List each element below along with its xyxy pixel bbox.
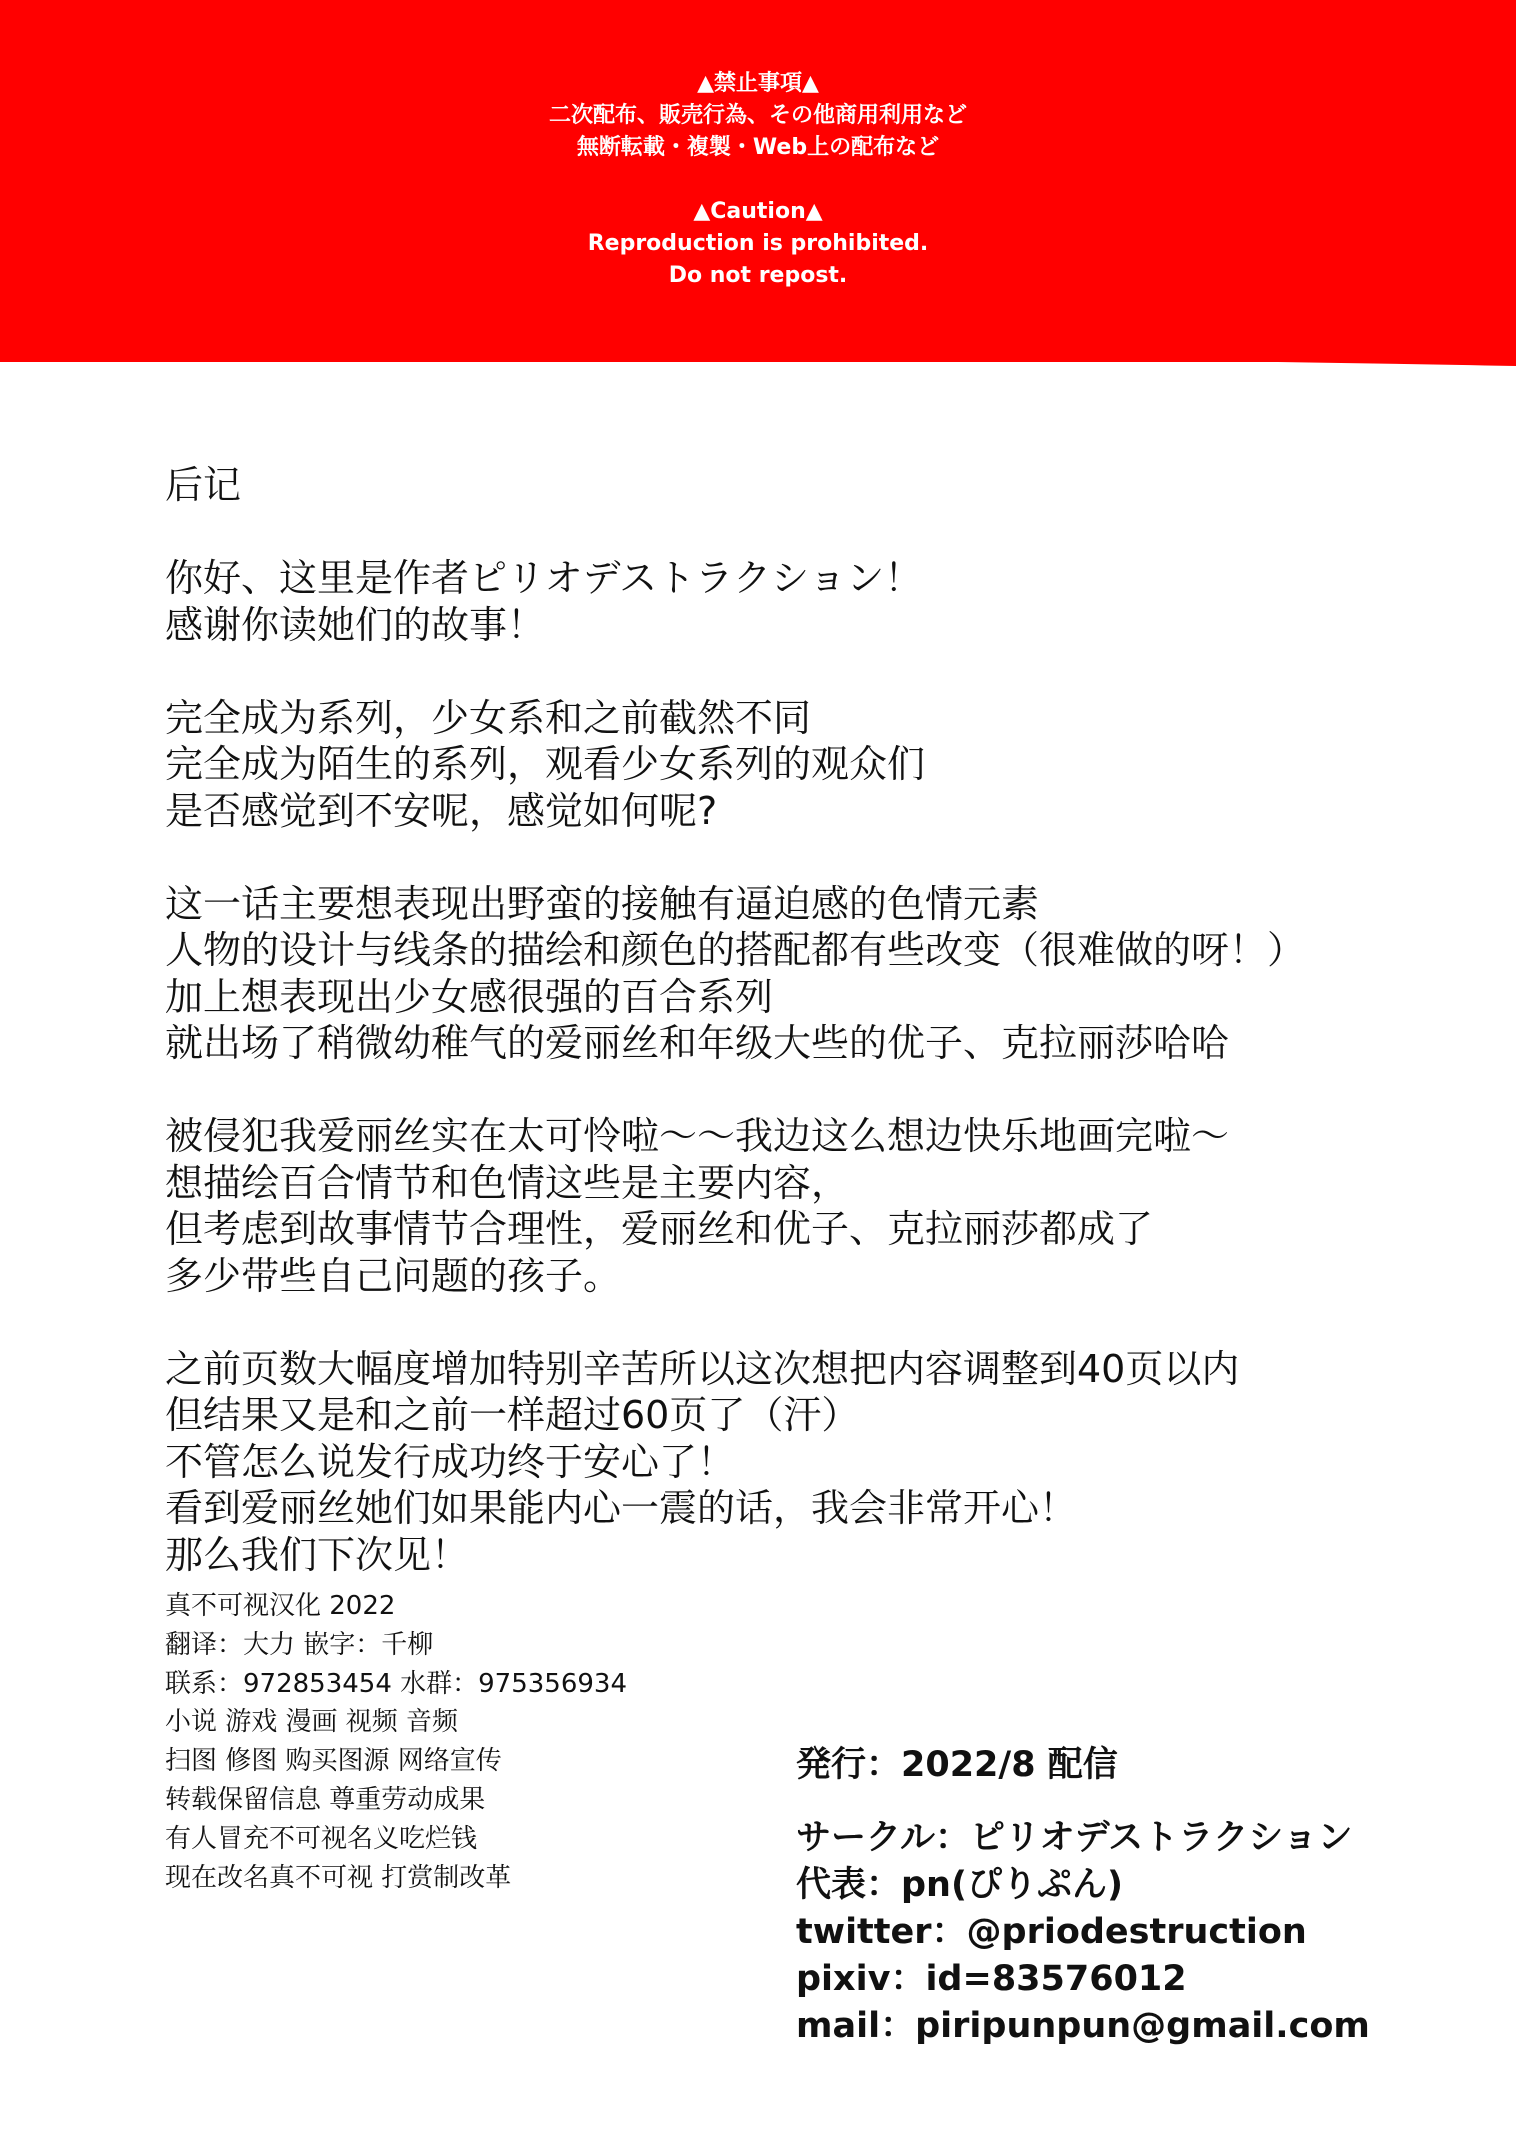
afterword — [165, 462, 1405, 1578]
contact-email: mail：piripunpun@gmail.com — [796, 2006, 1370, 2046]
afterword-line: 不管怎么说发行成功终于安心了！ — [165, 1439, 736, 1484]
banner-jp-line: 無断転載・複製・Web上の配布など — [576, 135, 940, 160]
banner-en-line: Do not repost. — [668, 263, 848, 288]
afterword-line: 就出场了稍微幼稚气的爱丽丝和年级大些的优子、克拉丽莎哈哈 — [165, 1021, 1230, 1065]
afterword-paragraph — [165, 881, 1405, 1067]
twitter-handle: twitter：@priodestruction — [796, 1912, 1307, 1952]
afterword-title: 后记 — [165, 463, 242, 507]
credits-line: 真不可视汉化 2022 — [165, 1591, 396, 1621]
afterword-line: 完全成为系列，少女系和之前截然不同 — [165, 695, 812, 740]
publisher-info — [796, 1741, 1370, 2050]
release-date: 発行：2022/8 配信 — [796, 1745, 1118, 1785]
afterword-line: 想描绘百合情节和色情这些是主要内容， — [165, 1160, 850, 1205]
circle-name: サークル：ピリオデストラクション — [796, 1818, 1353, 1858]
afterword-line: 那么我们下次见！ — [165, 1532, 470, 1577]
afterword-line: 看到爱丽丝她们如果能内心一震的话，我会非常开心！ — [165, 1486, 1078, 1530]
banner-en-heading: ▲Caution▲ — [693, 199, 823, 224]
credits-line: 有人冒充不可视名义吃烂钱 — [165, 1823, 478, 1854]
afterword-line: 被侵犯我爱丽丝实在太可怜啦～～我边这么想边快乐地画完啦～ — [165, 1114, 1230, 1158]
afterword-line: 之前页数大幅度增加特别辛苦所以这次想把内容调整到40页以内 — [165, 1346, 1240, 1391]
credits-line: 转载保留信息 尊重劳动成果 — [165, 1784, 486, 1815]
translation-credits — [165, 1587, 627, 1897]
credits-line: 小说 游戏 漫画 视频 音频 — [165, 1707, 459, 1738]
banner-en-line: Reproduction is prohibited. — [587, 231, 929, 256]
prohibition-notice-en — [0, 196, 1516, 292]
afterword-paragraph — [165, 1346, 1405, 1579]
credits-line: 现在改名真不可视 打赏制改革 — [165, 1862, 512, 1893]
afterword-line: 这一话主要想表现出野蛮的接触有逼迫感的色情元素 — [165, 881, 1040, 926]
afterword-paragraph — [165, 555, 1405, 648]
afterword-line: 多少带些自己问题的孩子。 — [165, 1253, 622, 1298]
banner-jp-heading: ▲禁止事項▲ — [697, 71, 819, 96]
pixiv-id: pixiv：id=83576012 — [796, 1959, 1187, 1999]
banner-wavy-edge — [0, 340, 1516, 380]
credits-line: 联系：972853454 水群：975356934 — [165, 1668, 628, 1699]
afterword-line: 加上想表现出少女感很强的百合系列 — [165, 974, 774, 1019]
afterword-line: 但考虑到故事情节合理性，爱丽丝和优子、克拉丽莎都成了 — [165, 1207, 1154, 1251]
afterword-line: 完全成为陌生的系列，观看少女系列的观众们 — [165, 742, 926, 786]
prohibition-banner — [0, 0, 1516, 362]
afterword-line: 感谢你读她们的故事！ — [165, 602, 546, 647]
afterword-line: 你好、这里是作者ピリオデストラクション！ — [165, 556, 923, 600]
prohibition-notice-jp — [0, 68, 1516, 164]
afterword-line: 但结果又是和之前一样超过60页了（汗） — [165, 1393, 860, 1437]
afterword-line: 人物的设计与线条的描绘和颜色的搭配都有些改变（很难做的呀！） — [165, 928, 1306, 972]
afterword-paragraph — [165, 695, 1405, 835]
credits-line: 扫图 修图 购买图源 网络宣传 — [165, 1746, 502, 1777]
banner-jp-line: 二次配布、販売行為、その他商用利用など — [548, 103, 967, 128]
representative: 代表：pn(ぴりぷん) — [796, 1865, 1123, 1905]
credits-line: 翻译：大力 嵌字：千柳 — [165, 1629, 434, 1660]
afterword-line: 是否感觉到不安呢，感觉如何呢? — [165, 788, 718, 833]
afterword-paragraph — [165, 1113, 1405, 1299]
